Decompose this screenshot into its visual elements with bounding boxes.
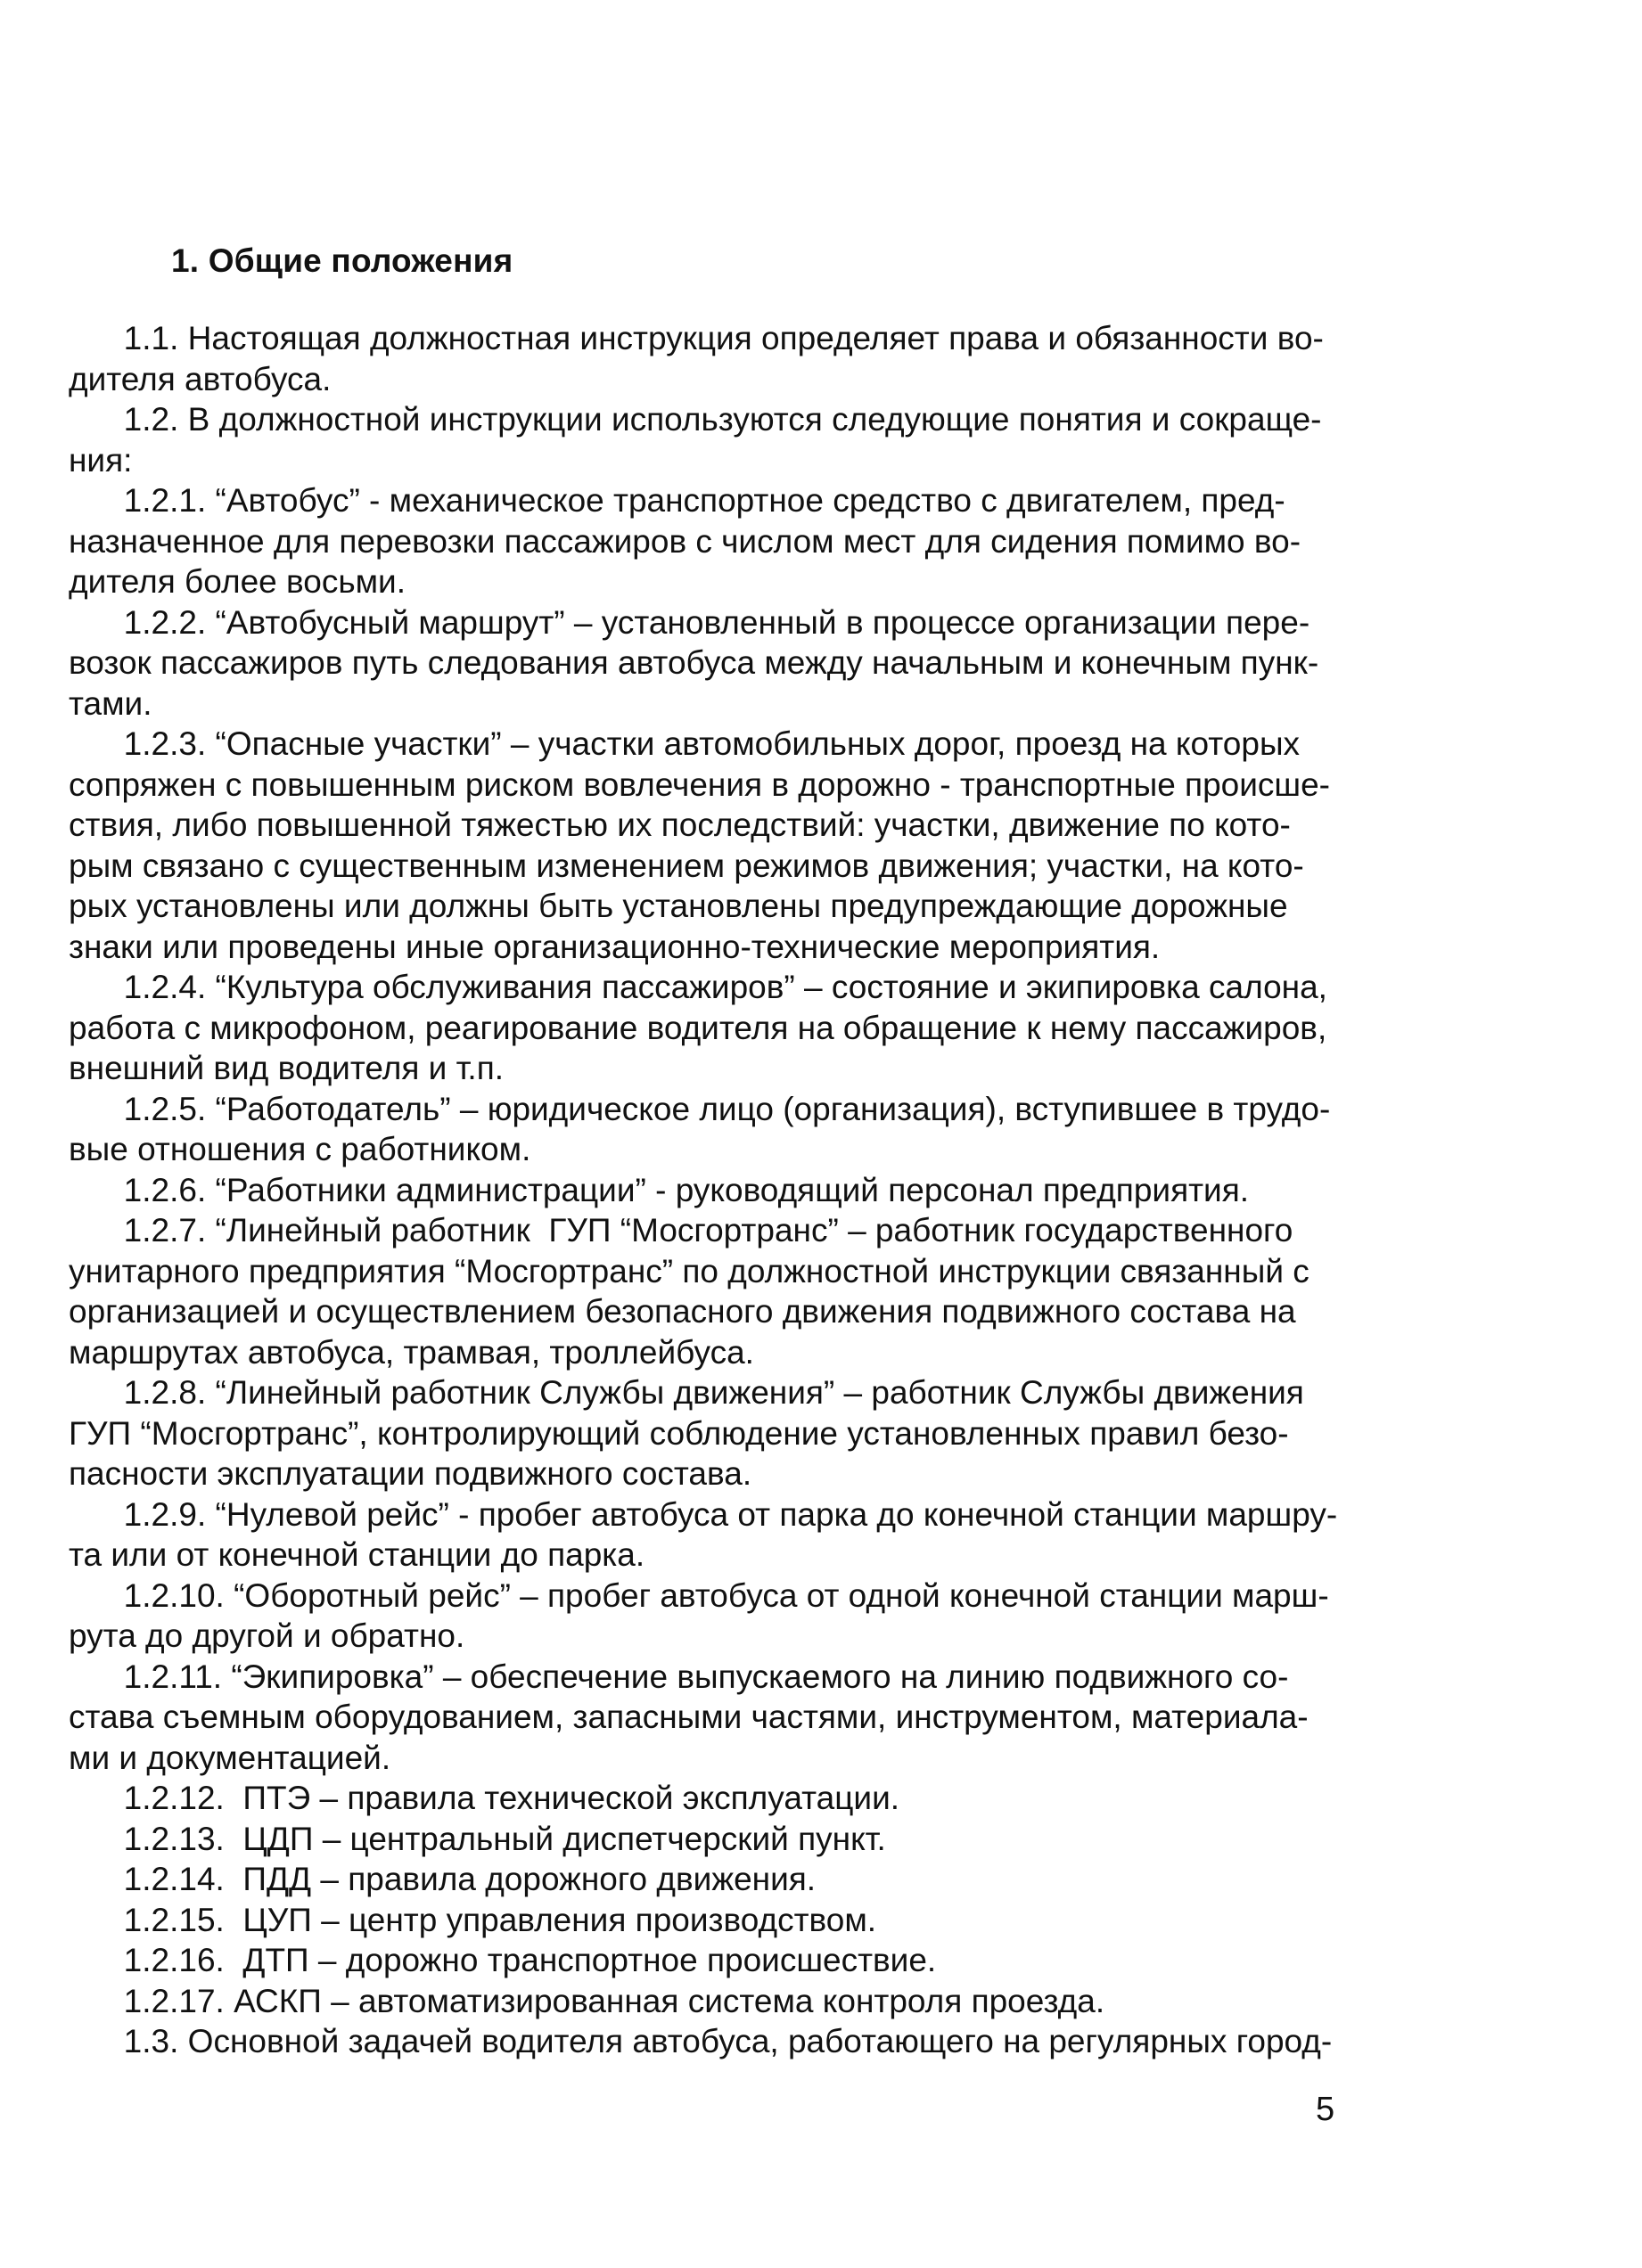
text-line: 1.2.7. “Линейный работник ГУП “Мосгортранс” – работник государственного (69, 1212, 1293, 1249)
text-line: рым связано с существенным изменением режимов движения; участки, на кото- (69, 847, 1304, 884)
text-line: 1.2.8. “Линейный работник Службы движения” – работник Службы движения (69, 1374, 1304, 1411)
text-line: 1.2.5. “Работодатель” – юридическое лицо (организация), вступившее в трудо- (69, 1090, 1331, 1127)
text-line: става съемным оборудованием, запасными частями, инструментом, материала- (69, 1699, 1309, 1735)
text-line: сопряжен с повышенным риском вовлечения в дорожно - транспортные происше- (69, 766, 1330, 803)
text-line: организацией и осуществлением безопасного движения подвижного состава на (69, 1293, 1296, 1330)
text-line: маршрутах автобуса, трамвая, троллейбуса. (69, 1333, 754, 1371)
text-line: 1.2.1. “Автобус” - механическое транспортное средство с двигателем, пред- (69, 482, 1285, 519)
text-line: вые отношения с работником. (69, 1131, 531, 1167)
text-line: унитарного предприятия “Мосгортранс” по должностной инструкции связанный с (69, 1252, 1309, 1290)
text-line: 1.2.12. ПТЭ – правила технической эксплуатации. (69, 1780, 900, 1816)
text-line: 1.1. Настоящая должностная инструкция определяет права и обязанности во- (69, 320, 1324, 356)
text-line: дителя более восьми. (69, 563, 406, 600)
text-line: 1.2.9. “Нулевой рейс” - пробег автобуса от парка до конечной станции маршру- (69, 1495, 1338, 1533)
text-line: ГУП “Мосгортранс”, контролирующий соблюдение установленных правил безо- (69, 1414, 1289, 1452)
text-line: знаки или проведены иные организационно-технические мероприятия. (69, 928, 1161, 965)
text-line: 1.2.13. ЦДП – центральный диспетчерский пункт. (69, 1820, 886, 1857)
text-line: рых установлены или должны быть установлены предупреждающие дорожные (69, 888, 1288, 924)
text-line: 1.2.3. “Опасные участки” – участки автомобильных дорог, проезд на которых (69, 725, 1301, 762)
text-line: 1.2. В должностной инструкции используются следующие понятия и сокраще- (69, 401, 1322, 438)
section-title: 1. Общие положения (171, 242, 513, 279)
text-line: 1.2.15. ЦУП – центр управления производством. (69, 1901, 877, 1938)
body-text (69, 318, 1361, 2062)
text-line: 1.2.11. “Экипировка” – обеспечение выпускаемого на линию подвижного со- (69, 1658, 1289, 1695)
text-line: ния: (69, 441, 133, 479)
text-line: назначенное для перевозки пассажиров с числом мест для сидения помимо во- (69, 522, 1301, 560)
text-line: 1.2.2. “Автобусный маршрут” – установленный в процессе организации пере- (69, 603, 1310, 641)
text-line: 1.2.17. АСКП – автоматизированная система контроля проезда. (69, 1982, 1105, 2019)
text-line: внешний вид водителя и т.п. (69, 1050, 505, 1086)
text-line: 1.2.4. “Культура обслуживания пассажиров” – состояние и экипировка салона, (69, 969, 1327, 1005)
text-line: дителя автобуса. (69, 360, 332, 397)
text-line: тами. (69, 684, 152, 722)
page-number: 5 (1316, 2091, 1335, 2128)
text-line: ми и документацией. (69, 1739, 391, 1776)
text-line: 1.2.6. “Работники администрации” - руководящий персонал предприятия. (69, 1171, 1250, 1208)
text-line: 1.2.10. “Оборотный рейс” – пробег автобуса от одной конечной станции марш- (69, 1576, 1329, 1614)
text-line: возок пассажиров путь следования автобуса между начальным и конечным пунк- (69, 644, 1319, 681)
text-line: ствия, либо повышенной тяжестью их последствий: участки, движение по кото- (69, 806, 1291, 843)
text-line: 1.2.16. ДТП – дорожно транспортное происшествие. (69, 1942, 937, 1978)
text-line: 1.3. Основной задачей водителя автобуса, работающего на регулярных город- (69, 2023, 1333, 2059)
text-line: рута до другой и обратно. (69, 1617, 465, 1654)
text-line: пасности эксплуатации подвижного состава. (69, 1455, 752, 1492)
text-line: 1.2.14. ПДД – правила дорожного движения. (69, 1861, 817, 1897)
text-line: работа с микрофоном, реагирование водителя на обращение к нему пассажиров, (69, 1009, 1327, 1046)
text-line: та или от конечной станции до парка. (69, 1536, 645, 1573)
